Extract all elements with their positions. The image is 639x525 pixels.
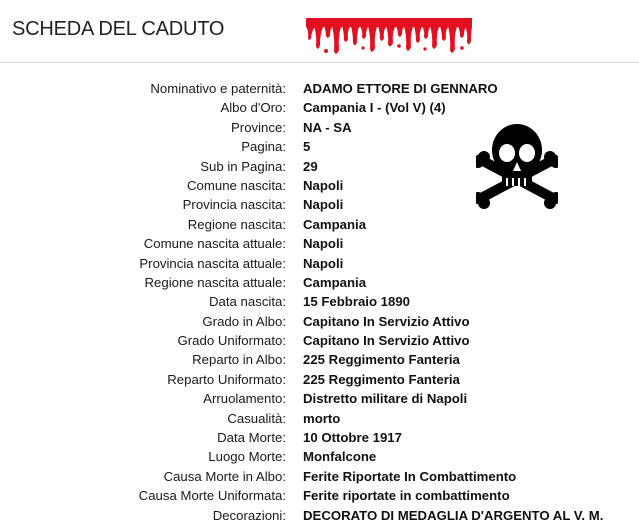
detail-label: Provincia nascita:: [182, 197, 286, 213]
detail-label: Comune nascita:: [187, 177, 286, 193]
detail-row: [0, 506, 639, 525]
detail-label: Nominativo e paternità:: [150, 81, 286, 96]
detail-label: Casualità:: [227, 410, 286, 426]
detail-value: Distretto militare di Napoli: [303, 391, 468, 407]
detail-label: Regione nascita:: [187, 216, 286, 232]
detail-row: [0, 176, 639, 195]
detail-row: [0, 157, 639, 176]
detail-row: [0, 389, 639, 408]
detail-row: [0, 312, 639, 331]
dripping-blood-icon: [306, 18, 472, 60]
detail-row: [0, 428, 639, 447]
detail-value: Campania I - (Vol V) (4): [303, 100, 446, 116]
detail-row: [0, 234, 639, 253]
detail-label: Grado Uniformato:: [177, 333, 286, 349]
detail-value: Napoli: [303, 236, 344, 252]
detail-row: [0, 118, 639, 137]
detail-label: Causa Morte Uniformata:: [138, 488, 286, 504]
detail-label: Sub in Pagina:: [200, 158, 286, 174]
detail-row: [0, 292, 639, 311]
detail-label: Luogo Morte:: [208, 449, 286, 465]
detail-label: Comune nascita attuale:: [143, 236, 286, 252]
detail-row: [0, 137, 639, 156]
detail-label: Decorazioni:: [212, 507, 286, 523]
detail-value: 225 Reggimento Fanteria: [303, 371, 460, 387]
detail-row: [0, 409, 639, 428]
detail-label: Pagina:: [241, 139, 286, 155]
detail-label: Grado in Albo:: [202, 313, 286, 329]
detail-label: Data Morte:: [217, 430, 286, 446]
detail-row: [0, 254, 639, 273]
detail-row: [0, 79, 639, 98]
detail-value: morto: [303, 410, 341, 426]
detail-row: [0, 331, 639, 350]
detail-value: 225 Reggimento Fanteria: [303, 352, 460, 368]
detail-row: [0, 350, 639, 369]
detail-value: 15 Febbraio 1890: [303, 294, 411, 310]
detail-label: Arruolamento:: [203, 391, 286, 407]
detail-row: [0, 273, 639, 292]
detail-value: ADAMO ETTORE DI GENNARO: [303, 81, 498, 96]
detail-value: 29: [303, 158, 318, 174]
detail-label: Provincia nascita attuale:: [139, 255, 286, 271]
detail-value: Napoli: [303, 255, 344, 271]
detail-label: Reparto in Albo:: [192, 352, 286, 368]
detail-value: DECORATO DI MEDAGLIA D'ARGENTO AL V. M.: [303, 507, 604, 523]
detail-value: Ferite Riportate In Combattimento: [303, 468, 517, 484]
detail-label: Reparto Uniformato:: [167, 371, 286, 387]
detail-row: [0, 486, 639, 505]
detail-label: Albo d'Oro:: [220, 100, 286, 116]
detail-value: Napoli: [303, 177, 344, 193]
detail-label: Province:: [231, 119, 286, 135]
detail-value: Monfalcone: [303, 449, 377, 465]
detail-label: Data nascita:: [209, 294, 286, 310]
detail-value: Ferite riportate in combattimento: [303, 488, 510, 504]
detail-row: [0, 370, 639, 389]
record-details: [0, 79, 639, 525]
detail-value: Campania: [303, 274, 367, 290]
detail-value: NA - SA: [303, 119, 352, 135]
detail-row: [0, 467, 639, 486]
detail-value: 5: [303, 139, 311, 155]
detail-value: Capitano In Servizio Attivo: [303, 313, 470, 329]
detail-row: [0, 215, 639, 234]
detail-row: [0, 447, 639, 466]
detail-label: Regione nascita attuale:: [144, 274, 286, 290]
detail-value: Campania: [303, 216, 367, 232]
detail-value: 10 Ottobre 1917: [303, 430, 402, 446]
detail-value: Capitano In Servizio Attivo: [303, 333, 470, 349]
detail-row: [0, 195, 639, 214]
detail-value: Napoli: [303, 197, 344, 213]
detail-label: Causa Morte in Albo:: [163, 468, 286, 484]
page-title: SCHEDA DEL CADUTO: [12, 18, 225, 40]
page-header: [0, 0, 639, 63]
detail-row: [0, 98, 639, 117]
